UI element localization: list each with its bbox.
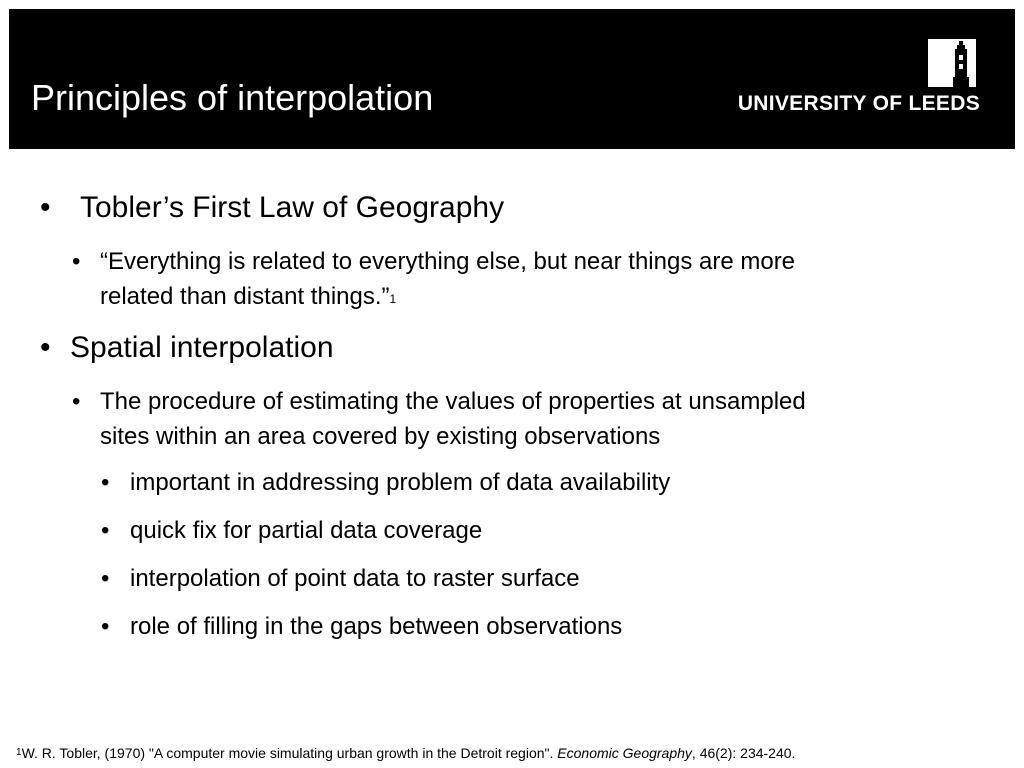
footnote-journal: Economic Geography [557, 745, 692, 761]
sub-bullet-text: interpolation of point data to raster surface [130, 565, 580, 592]
footnote-citation: , 46(2): 234-240. [691, 745, 796, 761]
bullet-spatial-text: Spatial interpolation [70, 331, 334, 364]
slide-title: Principles of interpolation [31, 77, 434, 118]
footnote-ref: 1 [389, 292, 397, 306]
bullet-quote-line1: “Everything is related to everything else, but near things are more [100, 248, 796, 275]
footnote [16, 744, 795, 762]
footnote-number: 1 [16, 747, 22, 758]
university-logo-text: UNIVERSITY OF LEEDS [737, 92, 980, 115]
tower-icon [928, 39, 976, 87]
bullet-quote-line2: related than distant things.”$^1$ [100, 283, 397, 310]
sub-bullet-text: important in addressing problem of data availability [130, 469, 671, 496]
bullet-marker: • [101, 517, 110, 544]
bullet-marker: • [40, 191, 51, 224]
bullet-procedure-line2: sites within an area covered by existing observations [100, 423, 661, 450]
bullet-marker: • [101, 565, 110, 592]
bullet-marker: • [72, 388, 81, 415]
bullet-marker: • [101, 469, 110, 496]
bullet-marker: • [72, 248, 81, 275]
sub-bullet-text: quick fix for partial data coverage [130, 517, 483, 544]
bullet-tobler-text: Tobler’s First Law of Geography [80, 191, 505, 224]
sub-bullet-text: role of filling in the gaps between observations [130, 613, 623, 640]
bullet-procedure-line1: The procedure of estimating the values of properties at unsampled [100, 388, 806, 415]
footnote-text: W. R. Tobler, (1970) "A computer movie simulating urban growth in the Detroit region". [21, 745, 558, 761]
bullet-marker: • [101, 613, 110, 640]
bullet-marker: • [40, 331, 51, 364]
